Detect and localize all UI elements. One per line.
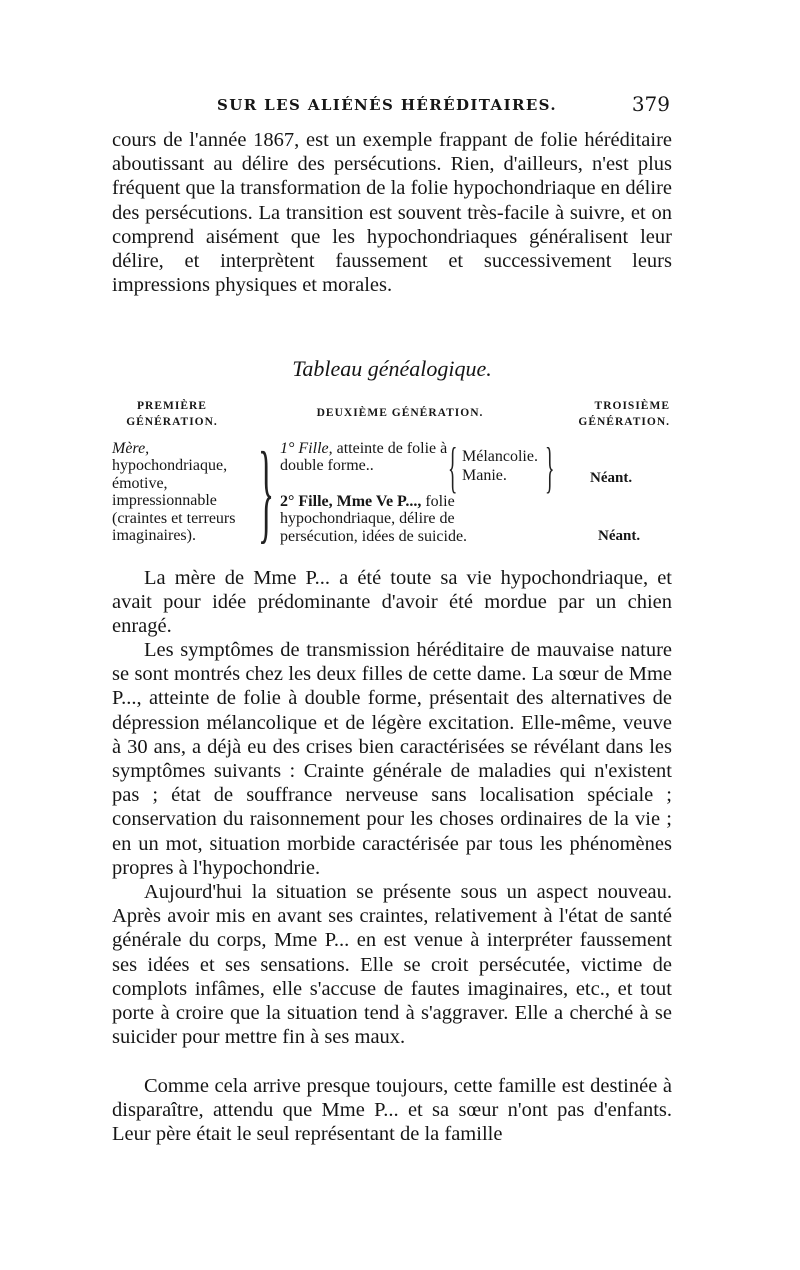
first-daughter-description: atteinte de folie à double forme.. (280, 440, 448, 475)
paragraph-2: La mère de Mme P... a été toute sa vie hypochondriaque, et avait pour idée prédominante d'avoir été mordue par un chien enragé. (112, 567, 672, 638)
mother-description: hypochondriaque, émotive, impressionnable (craintes et terreurs imaginaires). (112, 457, 236, 545)
second-daughter-descendants: Néant. (598, 528, 641, 544)
brace-generation-1: } (258, 430, 275, 554)
page-header (112, 92, 670, 118)
second-daughter-label: 2° Fille, Mme Ve P..., (280, 493, 422, 510)
form-manie: Manie. (462, 467, 507, 484)
first-daughter-entry (280, 440, 448, 475)
folie-forms (462, 447, 552, 485)
form-melancolie: Mélancolie. (462, 448, 538, 465)
first-daughter-descendants: Néant. (590, 470, 633, 486)
mother-entry (112, 440, 258, 544)
paragraph-3: Les symptômes de transmission héréditaire de mauvaise nature se sont montrés chez les deux filles de cette dame. La sœur de Mme P..., atteinte de folie à double forme, présentait des alternatives de dépression mélancolique et de légère excitation. Elle-même, veuve à 30 ans, a déjà eu des crises bien caractérisées se révélant dans les symptômes suivants : Crainte générale de maladies qui n'existent pas ; état de souffrance nerveuse sans localisation spéciale ; conservation du raisonnement pour les choses ordinaires de la vie ; en un mot, situation morbide caractérisée par tous les phénomènes propres à l'hypochondrie. (112, 639, 672, 879)
column-header-second-generation: DEUXIÈME GÉNÉRATION. (316, 407, 484, 419)
table-title: Tableau généalogique. (292, 356, 492, 381)
first-daughter-label: 1° Fille, (280, 440, 333, 457)
second-daughter-entry (280, 493, 520, 545)
brace-forms-open: { (448, 437, 458, 499)
paragraph-4: Aujourd'hui la situation se présente sous un aspect nouveau. Après avoir mis en avant ses craintes, relativement à l'état de santé générale du corps, Mme P... en est venue à interpréter faussement ses idées et ses sensations. Elle se croit persécutée, victime de complots infâmes, elle s'accuse de fautes imaginaires, etc., et tout porte à croire que la situation tend à s'aggraver. Elle a cherché à se suicider pour mettre fin à ses maux. (112, 881, 672, 1049)
page-number: 379 (631, 92, 670, 116)
paragraph-5: Comme cela arrive presque toujours, cette famille est destinée à disparaître, attendu que Mme P... et sa sœur n'ont pas d'enfants. Leur père était le seul représentant de la famille (112, 1075, 672, 1146)
mother-label: Mère, (112, 440, 150, 457)
column-header-first-generation: PREMIÈRE GÉNÉRATION. (126, 400, 218, 428)
second-daughter-description: folie hypochondriaque, délire de persécution, idées de suicide. (280, 493, 468, 545)
paragraph-1: cours de l'année 1867, est un exemple frappant de folie héréditaire aboutissant au délire des persécutions. Rien, d'ailleurs, n'est plus fréquent que la transformation de la folie hypochondriaque en délire des persécutions. La transition est souvent très-facile à suivre, et on comprend aisément que les hypochondriaques généralisent leur délire, et interprètent faussement et successivement leurs impressions physiques et morales. (112, 129, 672, 297)
brace-forms-close: } (545, 437, 555, 499)
running-head: SUR LES ALIÉNÉS HÉRÉDITAIRES. (216, 96, 557, 114)
column-header-third-generation: TROISIÈME GÉNÉRATION. (578, 400, 670, 428)
